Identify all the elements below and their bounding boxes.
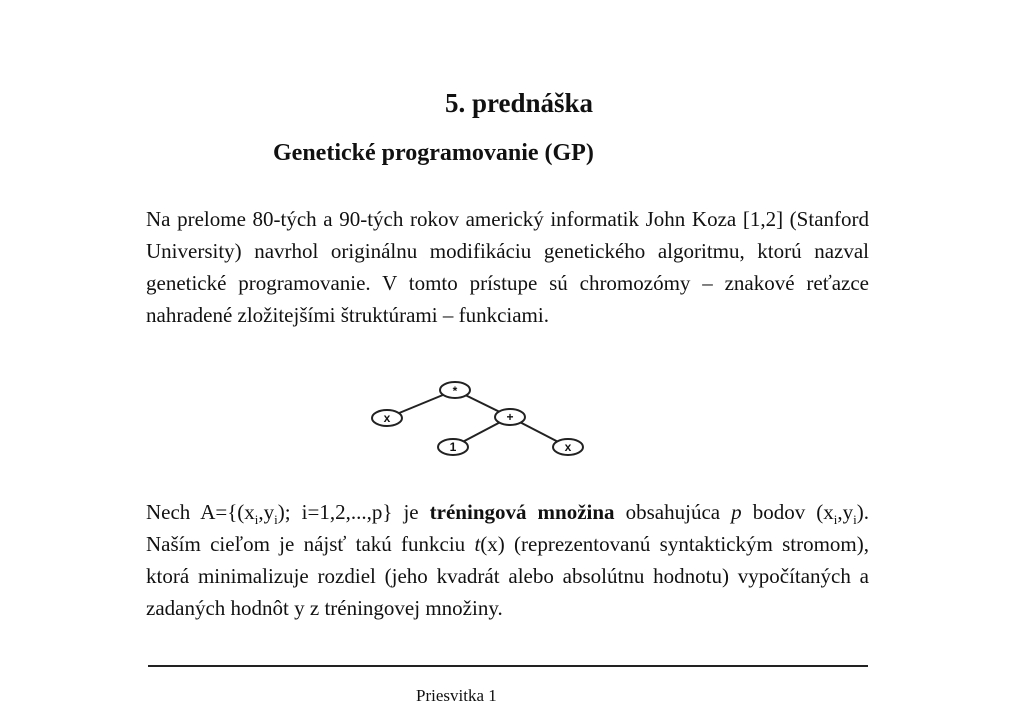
- subscript-i: i: [833, 512, 838, 528]
- bold-term: tréningová množina: [429, 500, 615, 524]
- subscript-i: i: [853, 512, 857, 528]
- subscript-i: i: [274, 512, 278, 528]
- text-run: ). Naším cieľom je nájsť takú funkciu: [146, 500, 869, 556]
- footer-divider: [148, 665, 868, 667]
- text-run: obsahujúca: [614, 500, 732, 524]
- subscript-i: i: [254, 512, 259, 528]
- tree-label-root: *: [452, 384, 458, 398]
- tree-label-left: x: [383, 411, 391, 425]
- tree-label-right: x: [564, 440, 572, 454]
- training-set-paragraph: [146, 496, 869, 624]
- text-run: ); i=1,2,...,p} je: [277, 500, 430, 524]
- syntax-tree-diagram: [365, 376, 605, 466]
- text-run: ,y: [258, 500, 275, 524]
- intro-paragraph: Na prelome 80-tých a 90-tých rokov americký informatik John Koza [1,2] (Stanford University) navrhol originálnu modifikáciu genetického algoritmu, ktorú nazval genetické programovanie. V tomto prístupe sú chromozómy – znakové reťazce nahradené zložitejšími štruktúrami – funkciami.: [146, 207, 869, 327]
- italic-t: t: [474, 532, 481, 556]
- text-run: bodov (x: [741, 500, 834, 524]
- slide-subtitle: Genetické programovanie (GP): [273, 140, 594, 166]
- text-run: Nech A={(x: [146, 500, 255, 524]
- slide-title: 5. prednáška: [444, 88, 594, 118]
- text-run: ,y: [837, 500, 854, 524]
- tree-label-plus: +: [506, 410, 514, 424]
- italic-p: p: [731, 500, 742, 524]
- text-run: (x) (reprezentovanú syntaktickým stromom), ktorá minimalizuje rozdiel (jeho kvadrát alebo absolútnu hodnotu) vypočítaných a zadaných hodnôt y z tréningovej množiny.: [146, 532, 869, 620]
- slide-number: Priesvitka 1: [416, 686, 497, 705]
- tree-label-one: 1: [449, 440, 457, 454]
